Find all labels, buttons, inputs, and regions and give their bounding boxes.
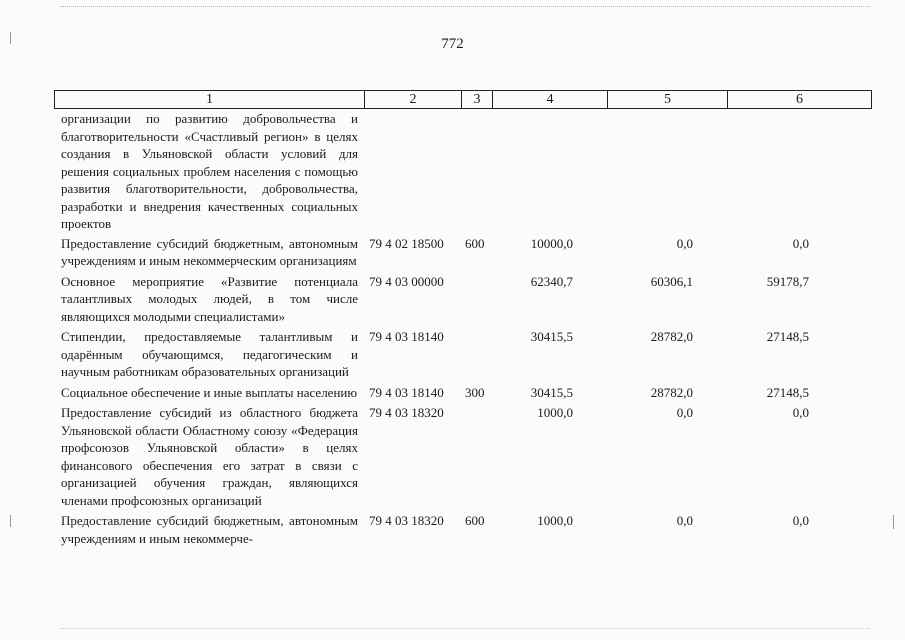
row-name: Предоставление субсидий бюджетным, автономным учреждениям и иным некоммерче- bbox=[61, 513, 358, 546]
row-expense-type: 600 bbox=[465, 235, 485, 251]
row-value-col4: 1000,0 bbox=[537, 405, 573, 420]
row-name: Стипендии, предоставляемые талантливым и одарённым обучающимся, педагогическим и научным работникам образовательных организаций bbox=[61, 329, 358, 379]
row-value-col6: 27148,5 bbox=[766, 384, 809, 400]
page-number: 772 bbox=[441, 36, 464, 52]
row-value-col6: 0,0 bbox=[792, 513, 809, 528]
column-header-3: 3 bbox=[462, 91, 493, 108]
row-name: Предоставление субсидий из областного бюджета Ульяновской области Областному союзу «Федерация профсоюзов Ульяновской области» в целях финансового обеспечения его затрат в связи с организацией обучения граждан, являющихся членами профсоюзных организаций bbox=[61, 405, 358, 508]
row-code: 79 4 03 18320 bbox=[369, 513, 444, 528]
row-value-col4: 30415,5 bbox=[530, 384, 573, 400]
row-code: 79 4 03 18320 bbox=[369, 405, 444, 420]
table-column-header bbox=[54, 90, 872, 109]
table-row bbox=[0, 404, 905, 509]
row-name: Основное мероприятие «Развитие потенциала талантливых молодых людей, в том числе являющихся молодыми специалистами» bbox=[61, 273, 358, 324]
column-header-4: 4 bbox=[493, 91, 608, 108]
row-value-col6: 27148,5 bbox=[766, 329, 809, 344]
row-name: организации по развитию добровольчества и благотворительности «Счастливый регион» в целях создания в Ульяновской области условий для решения социальных проблем населения с помощью развития благотворительности, добровольчества, разработки и внедрения качественных социальных проектов bbox=[61, 111, 358, 231]
row-value-col5: 60306,1 bbox=[650, 273, 693, 289]
row-expense-type: 300 bbox=[465, 384, 485, 400]
row-value-col5: 0,0 bbox=[676, 235, 693, 251]
table-row bbox=[0, 235, 905, 270]
scan-edge-top bbox=[60, 6, 870, 7]
column-header-5: 5 bbox=[608, 91, 728, 108]
row-value-col4: 1000,0 bbox=[537, 513, 573, 528]
row-code: 79 4 03 18140 bbox=[369, 329, 444, 344]
row-value-col5: 28782,0 bbox=[650, 329, 693, 344]
column-header-1: 1 bbox=[55, 91, 365, 108]
column-header-6: 6 bbox=[796, 92, 803, 107]
row-code: 79 4 03 00000 bbox=[369, 273, 444, 289]
row-code: 79 4 03 18140 bbox=[369, 384, 444, 400]
row-expense-type: 600 bbox=[465, 513, 485, 528]
scan-edge-bottom bbox=[60, 628, 870, 629]
table-row bbox=[0, 110, 905, 233]
row-value-col5: 28782,0 bbox=[650, 384, 693, 400]
table-row bbox=[0, 384, 905, 402]
row-name: Социальное обеспечение и иные выплаты населению bbox=[61, 384, 358, 400]
row-value-col5: 0,0 bbox=[676, 513, 693, 528]
row-value-col5: 0,0 bbox=[676, 405, 693, 420]
row-value-col6: 0,0 bbox=[792, 235, 809, 251]
row-value-col4: 10000,0 bbox=[530, 235, 573, 251]
row-value-col6: 59178,7 bbox=[766, 273, 809, 289]
column-header-2: 2 bbox=[365, 91, 462, 108]
row-code: 79 4 02 18500 bbox=[369, 235, 444, 251]
row-value-col4: 30415,5 bbox=[530, 329, 573, 344]
table-row bbox=[0, 512, 905, 547]
row-value-col4: 62340,7 bbox=[530, 273, 573, 289]
table-row bbox=[0, 273, 905, 326]
table-row bbox=[0, 328, 905, 381]
row-value-col6: 0,0 bbox=[792, 405, 809, 420]
row-name: Предоставление субсидий бюджетным, автономным учреждениям и иным некоммерческим организациям bbox=[61, 235, 358, 268]
table-body bbox=[0, 110, 905, 547]
